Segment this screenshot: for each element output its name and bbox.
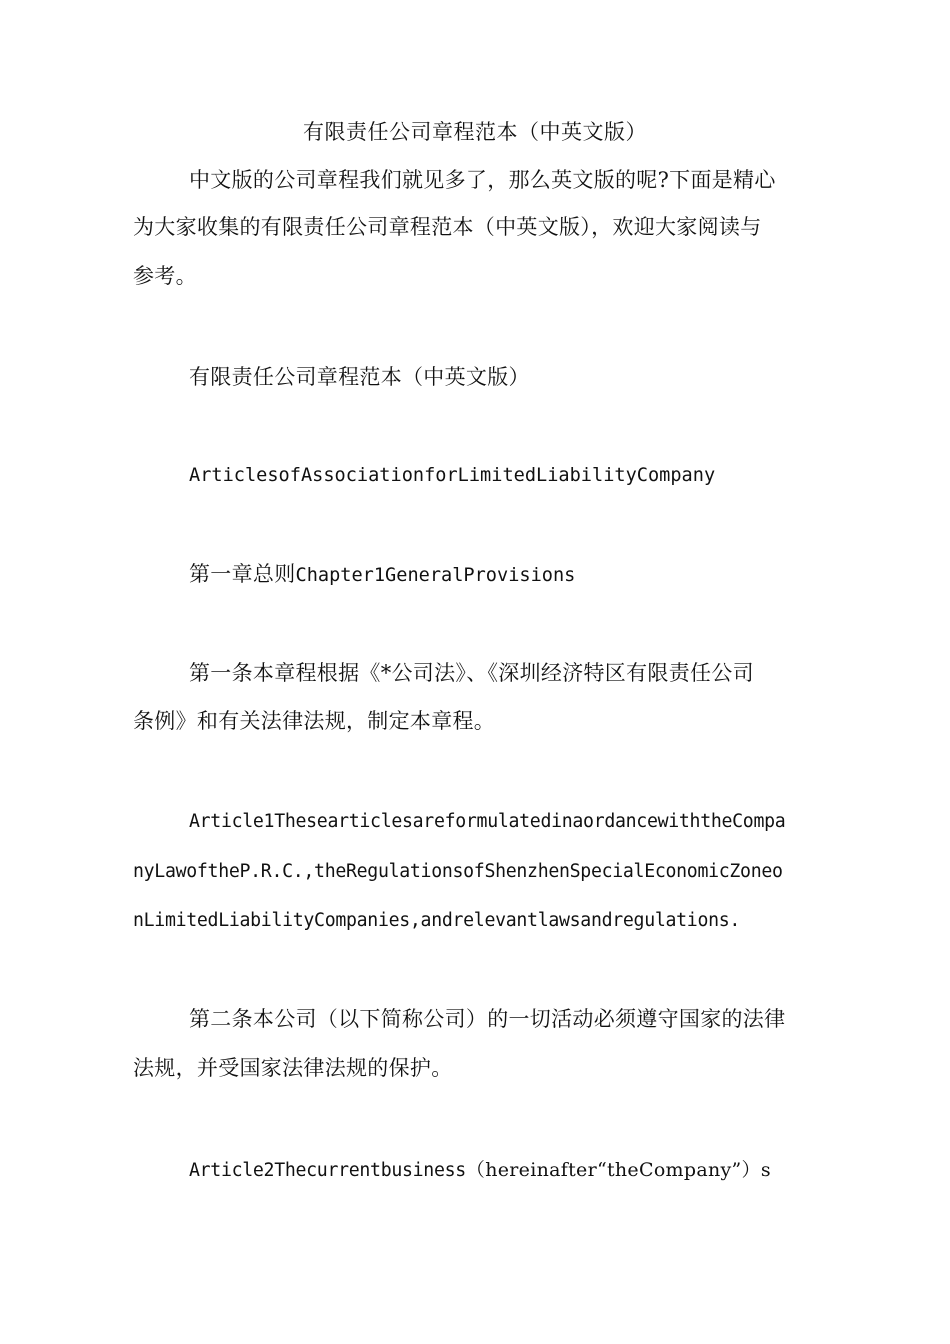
article2-cn-line-1: 第二条本公司（以下简称公司）的一切活动必须遵守国家的法律 (189, 1007, 786, 1031)
article1-en-line-3: nLimitedLiabilityCompanies,andrelevantlawsandregulations. (133, 910, 741, 931)
article2-cn-line-2: 法规，并受国家法律法规的保护。 (133, 1056, 453, 1080)
article1-cn-line-2: 条例》和有关法律法规，制定本章程。 (133, 709, 496, 733)
intro-line-1: 中文版的公司章程我们就见多了，那么英文版的呢?下面是精心 (189, 168, 776, 192)
subtitle-cn: 有限责任公司章程范本（中英文版） (189, 365, 530, 389)
document-title: 有限责任公司章程范本（中英文版） (303, 120, 647, 144)
intro-line-2: 为大家收集的有限责任公司章程范本（中英文版），欢迎大家阅读与 (133, 215, 762, 239)
article2-en-line-1-part-a: Article2Thecurrentbusiness (189, 1160, 466, 1181)
article1-en-line-1: Article1ThesearticlesareformulatedinaordancewiththeCompa (189, 811, 786, 832)
chapter-heading (189, 559, 575, 591)
chapter-heading-en: Chapter1GeneralProvisions (295, 565, 576, 586)
intro-line-3: 参考。 (133, 264, 197, 288)
article2-en-line-1 (189, 1154, 771, 1186)
article2-en-line-1-part-b: （hereinafter“theCompany”）s (465, 1159, 771, 1181)
subtitle-en: ArticlesofAssociationforLimitedLiabilityCompany (189, 465, 716, 486)
article1-en-line-2: nyLawoftheP.R.C.,theRegulationsofShenzhenSpecialEconomicZoneo (133, 861, 783, 882)
chapter-heading-cn: 第一章总则 (189, 562, 296, 586)
article1-cn-line-1: 第一条本章程根据《*公司法》、《深圳经济特区有限责任公司 (189, 661, 754, 685)
